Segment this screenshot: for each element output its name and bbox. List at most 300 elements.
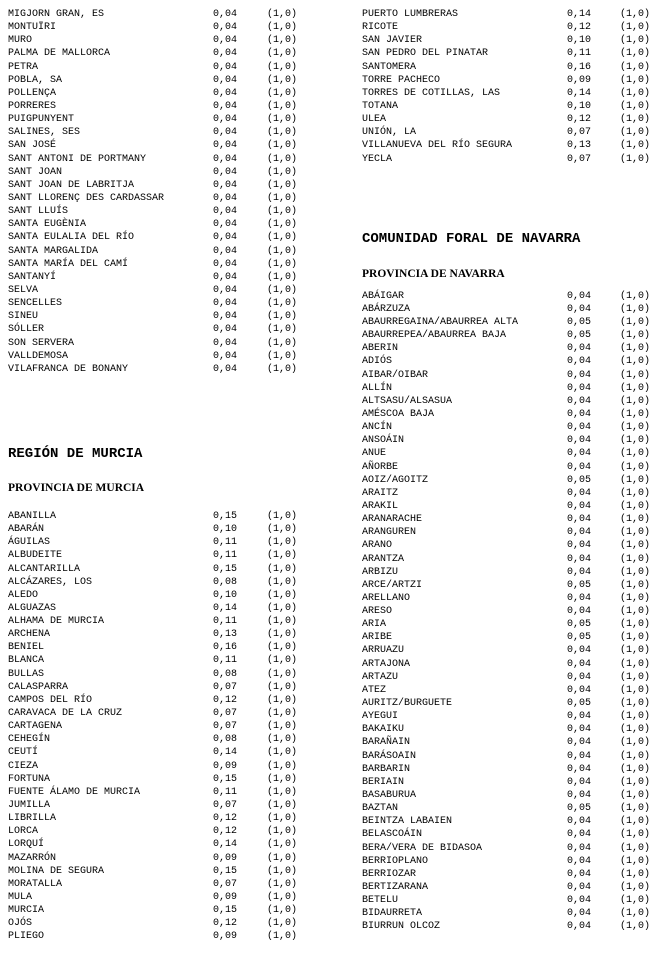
factor-value: (1,0) xyxy=(620,369,651,381)
coefficient-value: 0,16 xyxy=(213,642,238,654)
factor-value: (1,0) xyxy=(620,553,651,565)
left-column xyxy=(8,8,308,944)
table-row xyxy=(362,487,662,500)
table-row xyxy=(8,245,308,258)
municipality-name: MAZARRÓN xyxy=(8,852,57,864)
table-row xyxy=(8,917,308,930)
municipality-name: BARAÑAIN xyxy=(362,737,411,749)
coefficient-value: 0,04 xyxy=(213,337,238,349)
municipality-name: SAN PEDRO DEL PINATAR xyxy=(362,48,489,60)
table-row xyxy=(362,342,662,355)
factor-value: (1,0) xyxy=(267,852,298,864)
factor-value: (1,0) xyxy=(620,527,651,539)
murcia-continued-list xyxy=(362,8,662,166)
table-row xyxy=(8,126,308,139)
coefficient-value: 0,04 xyxy=(213,140,238,152)
municipality-name: SANTA MARÍA DEL CAMÍ xyxy=(8,258,129,270)
table-row xyxy=(362,881,662,894)
table-row xyxy=(8,87,308,100)
factor-value: (1,0) xyxy=(267,708,298,720)
table-row xyxy=(8,786,308,799)
coefficient-value: 0,04 xyxy=(213,298,238,310)
factor-value: (1,0) xyxy=(267,786,298,798)
table-row xyxy=(362,139,662,152)
coefficient-value: 0,09 xyxy=(213,892,238,904)
coefficient-value: 0,04 xyxy=(213,100,238,112)
coefficient-value: 0,04 xyxy=(213,74,238,86)
table-row xyxy=(362,408,662,421)
factor-value: (1,0) xyxy=(267,127,298,139)
table-row xyxy=(8,271,308,284)
factor-value: (1,0) xyxy=(267,589,298,601)
factor-value: (1,0) xyxy=(267,337,298,349)
municipality-name: ULEA xyxy=(362,114,387,126)
municipality-name: SON SERVERA xyxy=(8,337,75,349)
municipality-name: CALASPARRA xyxy=(8,681,69,693)
factor-value: (1,0) xyxy=(267,721,298,733)
municipality-name: ARIBE xyxy=(362,632,393,644)
municipality-name: ARTAZU xyxy=(362,671,399,683)
municipality-name: BERIAIN xyxy=(362,776,405,788)
coefficient-value: 0,04 xyxy=(213,192,238,204)
factor-value: (1,0) xyxy=(620,816,651,828)
coefficient-value: 0,12 xyxy=(567,22,592,34)
coefficient-value: 0,04 xyxy=(567,553,592,565)
municipality-name: ALCANTARILLA xyxy=(8,563,81,575)
municipality-name: MIGJORN GRAN, ES xyxy=(8,9,105,20)
municipality-name: PORRERES xyxy=(8,100,57,112)
municipality-name: FORTUNA xyxy=(8,773,51,785)
factor-value: (1,0) xyxy=(267,734,298,746)
municipality-name: ANCÍN xyxy=(362,422,393,434)
municipality-name: SANTA EULALIA DEL RÍO xyxy=(8,232,135,244)
municipality-name: SANTA EUGÈNIA xyxy=(8,219,87,231)
municipality-name: ÁGUILAS xyxy=(8,537,51,549)
table-row xyxy=(362,697,662,710)
municipality-name: YECLA xyxy=(362,153,393,165)
table-row xyxy=(8,166,308,179)
factor-value: (1,0) xyxy=(620,671,651,683)
municipality-name: ABANILLA xyxy=(8,510,57,522)
municipality-name: POBLA, SA xyxy=(8,74,63,86)
table-row xyxy=(362,842,662,855)
factor-value: (1,0) xyxy=(267,760,298,772)
factor-value: (1,0) xyxy=(267,642,298,654)
table-row xyxy=(8,179,308,192)
factor-value: (1,0) xyxy=(267,524,298,536)
municipality-name: TOTANA xyxy=(362,100,399,112)
coefficient-value: 0,07 xyxy=(213,878,238,890)
coefficient-value: 0,04 xyxy=(567,816,592,828)
municipality-name: CEUTÍ xyxy=(8,747,39,759)
factor-value: (1,0) xyxy=(620,61,651,73)
factor-value: (1,0) xyxy=(267,100,298,112)
coefficient-value: 0,04 xyxy=(567,382,592,394)
factor-value: (1,0) xyxy=(620,435,651,447)
factor-value: (1,0) xyxy=(620,908,651,920)
coefficient-value: 0,04 xyxy=(213,127,238,139)
table-row xyxy=(362,153,662,166)
coefficient-value: 0,09 xyxy=(213,760,238,772)
coefficient-value: 0,15 xyxy=(213,773,238,785)
table-row xyxy=(362,34,662,47)
table-row xyxy=(8,218,308,231)
coefficient-value: 0,04 xyxy=(567,737,592,749)
coefficient-value: 0,05 xyxy=(567,803,592,815)
municipality-name: ALTSASU/ALSASUA xyxy=(362,395,453,407)
factor-value: (1,0) xyxy=(267,602,298,614)
table-row xyxy=(362,658,662,671)
table-row xyxy=(8,707,308,720)
section-gap xyxy=(362,248,662,267)
table-row xyxy=(8,34,308,47)
section-gap xyxy=(8,496,308,510)
table-row xyxy=(8,563,308,576)
factor-value: (1,0) xyxy=(620,724,651,736)
table-row xyxy=(8,350,308,363)
coefficient-value: 0,04 xyxy=(567,303,592,315)
factor-value: (1,0) xyxy=(267,747,298,759)
coefficient-value: 0,15 xyxy=(213,865,238,877)
table-row xyxy=(362,355,662,368)
municipality-name: ANUE xyxy=(362,448,387,460)
coefficient-value: 0,08 xyxy=(213,734,238,746)
table-row xyxy=(8,641,308,654)
factor-value: (1,0) xyxy=(267,694,298,706)
region-title-murcia: REGIÓN DE MURCIA xyxy=(8,445,143,462)
table-row xyxy=(362,631,662,644)
coefficient-value: 0,04 xyxy=(567,487,592,499)
coefficient-value: 0,15 xyxy=(213,905,238,917)
municipality-name: SALINES, SES xyxy=(8,127,81,139)
factor-value: (1,0) xyxy=(620,343,651,355)
municipality-name: BASABURUA xyxy=(362,790,417,802)
table-row xyxy=(362,723,662,736)
factor-value: (1,0) xyxy=(267,931,298,943)
municipality-name: BIURRUN OLCOZ xyxy=(362,921,441,933)
factor-value: (1,0) xyxy=(267,865,298,877)
coefficient-value: 0,04 xyxy=(567,790,592,802)
table-row xyxy=(8,523,308,536)
municipality-name: MURCIA xyxy=(8,905,45,917)
coefficient-value: 0,04 xyxy=(567,592,592,604)
municipality-name: VALLDEMOSA xyxy=(8,350,69,362)
section-gap xyxy=(362,282,662,290)
municipality-name: CIEZA xyxy=(8,760,39,772)
factor-value: (1,0) xyxy=(620,540,651,552)
factor-value: (1,0) xyxy=(267,550,298,562)
coefficient-value: 0,13 xyxy=(567,140,592,152)
coefficient-value: 0,07 xyxy=(567,127,592,139)
province-title-murcia: PROVINCIA DE MURCIA xyxy=(8,481,145,494)
municipality-name: BERA/VERA DE BIDASOA xyxy=(362,842,483,854)
factor-value: (1,0) xyxy=(620,500,651,512)
factor-value: (1,0) xyxy=(267,284,298,296)
factor-value: (1,0) xyxy=(267,681,298,693)
table-row xyxy=(8,576,308,589)
table-row xyxy=(8,100,308,113)
factor-value: (1,0) xyxy=(267,179,298,191)
table-row xyxy=(362,776,662,789)
municipality-name: BIDAURRETA xyxy=(362,908,423,920)
factor-value: (1,0) xyxy=(267,219,298,231)
coefficient-value: 0,04 xyxy=(567,540,592,552)
municipality-name: AOIZ/AGOITZ xyxy=(362,474,429,486)
table-row xyxy=(362,605,662,618)
factor-value: (1,0) xyxy=(267,22,298,34)
table-row xyxy=(362,47,662,60)
municipality-name: BAZTAN xyxy=(362,803,399,815)
municipality-name: AÑORBE xyxy=(362,461,399,473)
coefficient-value: 0,04 xyxy=(567,606,592,618)
factor-value: (1,0) xyxy=(620,684,651,696)
coefficient-value: 0,05 xyxy=(567,579,592,591)
municipality-name: SANT ANTONI DE PORTMANY xyxy=(8,153,147,165)
municipality-name: SANTANYÍ xyxy=(8,271,57,283)
coefficient-value: 0,04 xyxy=(567,290,592,302)
coefficient-value: 0,04 xyxy=(567,448,592,460)
table-row xyxy=(8,549,308,562)
table-row xyxy=(362,539,662,552)
table-row xyxy=(8,799,308,812)
coefficient-value: 0,07 xyxy=(567,153,592,165)
table-row xyxy=(362,553,662,566)
coefficient-value: 0,05 xyxy=(567,698,592,710)
table-row xyxy=(362,290,662,303)
coefficient-value: 0,04 xyxy=(567,776,592,788)
table-row xyxy=(8,61,308,74)
table-row xyxy=(8,310,308,323)
table-row xyxy=(8,668,308,681)
table-row xyxy=(8,891,308,904)
table-row xyxy=(362,113,662,126)
factor-value: (1,0) xyxy=(267,245,298,257)
coefficient-value: 0,04 xyxy=(213,258,238,270)
coefficient-value: 0,04 xyxy=(567,422,592,434)
municipality-name: CARAVACA DE LA CRUZ xyxy=(8,708,123,720)
factor-value: (1,0) xyxy=(267,537,298,549)
factor-value: (1,0) xyxy=(620,448,651,460)
coefficient-value: 0,04 xyxy=(213,245,238,257)
factor-value: (1,0) xyxy=(267,74,298,86)
coefficient-value: 0,12 xyxy=(213,813,238,825)
coefficient-value: 0,05 xyxy=(567,330,592,342)
factor-value: (1,0) xyxy=(267,311,298,323)
table-row xyxy=(362,526,662,539)
factor-value: (1,0) xyxy=(267,813,298,825)
coefficient-value: 0,04 xyxy=(567,645,592,657)
coefficient-value: 0,12 xyxy=(213,826,238,838)
coefficient-value: 0,04 xyxy=(213,61,238,73)
coefficient-value: 0,04 xyxy=(567,500,592,512)
municipality-name: ARCHENA xyxy=(8,629,51,641)
table-row xyxy=(8,47,308,60)
factor-value: (1,0) xyxy=(267,826,298,838)
municipality-name: PALMA DE MALLORCA xyxy=(8,48,111,60)
coefficient-value: 0,04 xyxy=(567,711,592,723)
right-column xyxy=(362,8,662,934)
table-row xyxy=(362,750,662,763)
region-title-navarra: COMUNIDAD FORAL DE NAVARRA xyxy=(362,230,581,247)
municipality-name: AYEGUI xyxy=(362,711,399,723)
coefficient-value: 0,04 xyxy=(213,9,238,20)
table-row xyxy=(362,434,662,447)
factor-value: (1,0) xyxy=(267,892,298,904)
factor-value: (1,0) xyxy=(620,842,651,854)
municipality-name: SANT JOAN DE LABRITJA xyxy=(8,179,135,191)
factor-value: (1,0) xyxy=(620,658,651,670)
municipality-name: LIBRILLA xyxy=(8,813,57,825)
municipality-name: ARANGUREN xyxy=(362,527,417,539)
section-gap xyxy=(8,376,308,445)
factor-value: (1,0) xyxy=(267,206,298,218)
factor-value: (1,0) xyxy=(620,127,651,139)
table-row xyxy=(362,763,662,776)
coefficient-value: 0,04 xyxy=(213,350,238,362)
factor-value: (1,0) xyxy=(620,790,651,802)
coefficient-value: 0,04 xyxy=(213,153,238,165)
coefficient-value: 0,11 xyxy=(213,655,238,667)
municipality-name: BARÁSOAIN xyxy=(362,750,417,762)
coefficient-value: 0,10 xyxy=(567,100,592,112)
factor-value: (1,0) xyxy=(620,592,651,604)
municipality-name: PLIEGO xyxy=(8,931,45,943)
table-row xyxy=(362,894,662,907)
factor-value: (1,0) xyxy=(620,87,651,99)
factor-value: (1,0) xyxy=(267,114,298,126)
table-row xyxy=(362,815,662,828)
table-row xyxy=(362,316,662,329)
municipality-name: CAMPOS DEL RÍO xyxy=(8,694,93,706)
municipality-name: SANTOMERA xyxy=(362,61,417,73)
table-row xyxy=(362,395,662,408)
coefficient-value: 0,04 xyxy=(213,311,238,323)
coefficient-value: 0,14 xyxy=(567,9,592,20)
factor-value: (1,0) xyxy=(267,35,298,47)
municipality-name: ARIA xyxy=(362,619,387,631)
municipality-name: ARBIZU xyxy=(362,566,399,578)
coefficient-value: 0,07 xyxy=(213,681,238,693)
table-row xyxy=(362,644,662,657)
table-row xyxy=(8,628,308,641)
coefficient-value: 0,04 xyxy=(567,435,592,447)
table-row xyxy=(8,773,308,786)
factor-value: (1,0) xyxy=(267,576,298,588)
municipality-name: POLLENÇA xyxy=(8,87,57,99)
factor-value: (1,0) xyxy=(267,298,298,310)
factor-value: (1,0) xyxy=(620,74,651,86)
table-row xyxy=(8,746,308,759)
municipality-name: BARBARIN xyxy=(362,763,411,775)
factor-value: (1,0) xyxy=(267,839,298,851)
table-row xyxy=(362,920,662,933)
municipality-name: ABÁRZUZA xyxy=(362,303,411,315)
factor-value: (1,0) xyxy=(267,563,298,575)
municipality-name: BENIEL xyxy=(8,642,45,654)
coefficient-value: 0,04 xyxy=(567,566,592,578)
coefficient-value: 0,04 xyxy=(213,87,238,99)
table-row xyxy=(8,930,308,943)
coefficient-value: 0,04 xyxy=(567,408,592,420)
coefficient-value: 0,04 xyxy=(213,35,238,47)
factor-value: (1,0) xyxy=(620,882,651,894)
coefficient-value: 0,04 xyxy=(567,395,592,407)
table-row xyxy=(362,907,662,920)
coefficient-value: 0,04 xyxy=(567,356,592,368)
municipality-name: ARANARACHE xyxy=(362,514,423,526)
table-row xyxy=(8,74,308,87)
factor-value: (1,0) xyxy=(620,632,651,644)
coefficient-value: 0,09 xyxy=(567,74,592,86)
coefficient-value: 0,05 xyxy=(567,316,592,328)
factor-value: (1,0) xyxy=(267,510,298,522)
table-row xyxy=(8,363,308,376)
municipality-name: SANT JOAN xyxy=(8,166,63,178)
coefficient-value: 0,04 xyxy=(567,527,592,539)
table-row xyxy=(362,618,662,631)
table-row xyxy=(8,139,308,152)
coefficient-value: 0,04 xyxy=(213,232,238,244)
table-row xyxy=(8,694,308,707)
navarra-list xyxy=(362,290,662,934)
table-row xyxy=(8,8,308,21)
table-row xyxy=(362,303,662,316)
factor-value: (1,0) xyxy=(267,258,298,270)
table-row xyxy=(362,329,662,342)
table-row xyxy=(8,536,308,549)
municipality-name: ABÁIGAR xyxy=(362,290,405,302)
table-row xyxy=(362,8,662,21)
coefficient-value: 0,12 xyxy=(567,114,592,126)
factor-value: (1,0) xyxy=(620,895,651,907)
table-row xyxy=(362,579,662,592)
table-row xyxy=(362,868,662,881)
municipality-name: SINEU xyxy=(8,311,39,323)
factor-value: (1,0) xyxy=(620,290,651,302)
municipality-name: BERRIOZAR xyxy=(362,868,417,880)
factor-value: (1,0) xyxy=(267,363,298,375)
coefficient-value: 0,04 xyxy=(567,908,592,920)
municipality-name: SANT LLUÍS xyxy=(8,206,69,218)
municipality-name: FUENTE ÁLAMO DE MURCIA xyxy=(8,786,141,798)
factor-value: (1,0) xyxy=(620,579,651,591)
table-row xyxy=(8,21,308,34)
coefficient-value: 0,04 xyxy=(567,921,592,933)
table-row xyxy=(362,421,662,434)
municipality-name: MORATALLA xyxy=(8,878,63,890)
coefficient-value: 0,12 xyxy=(213,694,238,706)
coefficient-value: 0,07 xyxy=(213,800,238,812)
municipality-name: ARRUAZU xyxy=(362,645,405,657)
municipality-name: ALLÍN xyxy=(362,382,393,394)
table-row xyxy=(8,838,308,851)
coefficient-value: 0,04 xyxy=(567,763,592,775)
factor-value: (1,0) xyxy=(267,629,298,641)
factor-value: (1,0) xyxy=(620,763,651,775)
province-title-navarra: PROVINCIA DE NAVARRA xyxy=(362,267,505,280)
factor-value: (1,0) xyxy=(620,474,651,486)
coefficient-value: 0,07 xyxy=(213,721,238,733)
factor-value: (1,0) xyxy=(267,48,298,60)
municipality-name: RICOTE xyxy=(362,22,399,34)
factor-value: (1,0) xyxy=(620,316,651,328)
factor-value: (1,0) xyxy=(267,61,298,73)
table-row xyxy=(362,461,662,474)
factor-value: (1,0) xyxy=(620,698,651,710)
factor-value: (1,0) xyxy=(620,921,651,933)
municipality-name: ALBUDEITE xyxy=(8,550,63,562)
factor-value: (1,0) xyxy=(620,356,651,368)
